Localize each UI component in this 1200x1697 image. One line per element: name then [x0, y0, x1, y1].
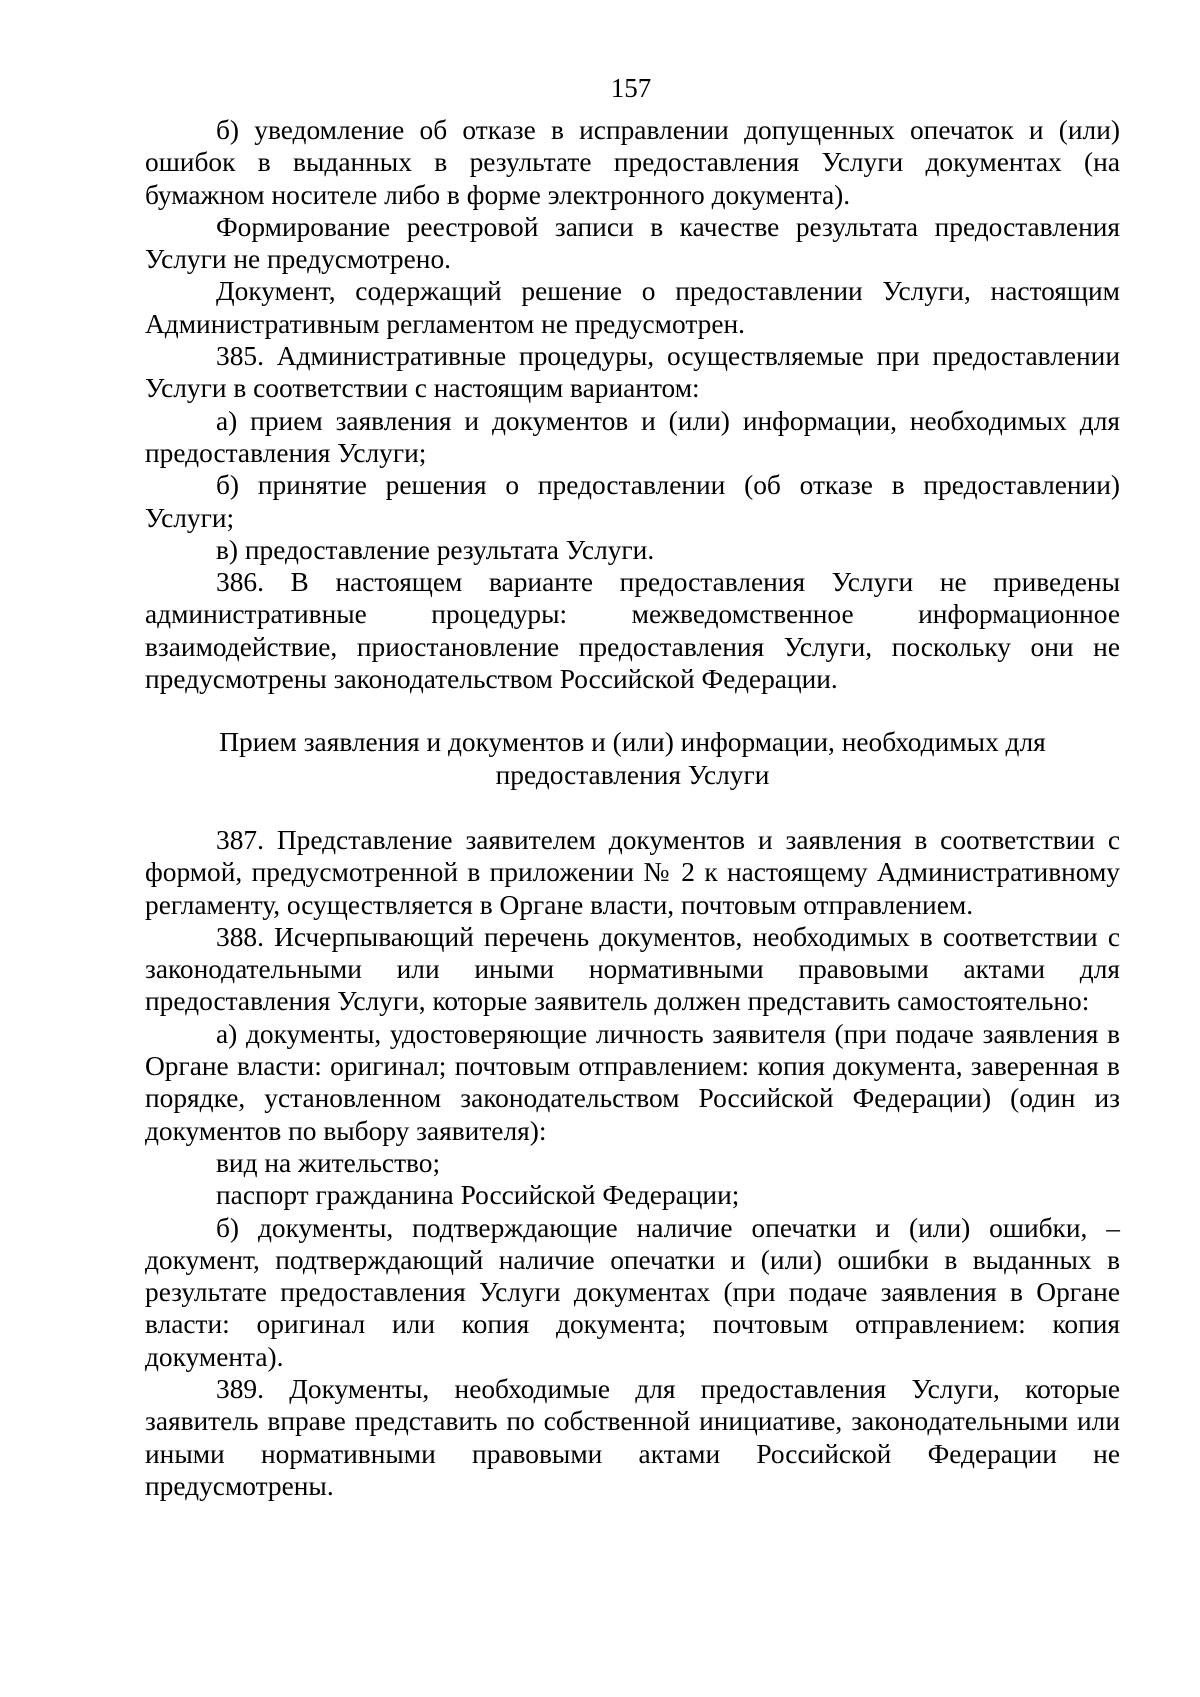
document-body [145, 114, 1120, 1502]
paragraph-385: 385. Административные процедуры, осуществляемые при предоставлении Услуги в соответствии с настоящим вариантом: [145, 341, 1120, 404]
paragraph-result-notice: б) уведомление об отказе в исправлении допущенных опечаток и (или) ошибок в выданных в результате предоставления Услуги документах (на бумажном носителе либо в форме электронного документа). [145, 115, 1120, 210]
paragraph-388-b: б) документы, подтверждающие наличие опечатки и (или) ошибки, – документ, подтверждающий наличие опечатки и (или) ошибки в выданных в результате предоставления Услуги документах (при подаче заявления в Органе власти: оригинал или копия документа; почтовым отправлением: копия документа). [145, 1212, 1120, 1372]
page-number: 157 [610, 73, 652, 103]
section-heading: Прием заявления и документов и (или) информации, необходимых для предоставления Услуги [219, 727, 1046, 790]
paragraph-386: 386. В настоящем варианте предоставления Услуги не приведены административные процедуры: межведомственное информационное взаимодействие, приостановление предоставления Услуги, поскольку они не предусмотрены законодательством Российской Федерации. [145, 567, 1120, 695]
paragraph-389: 389. Документы, необходимые для предоставления Услуги, которые заявитель вправе представить по собственной инициативе, законодательными или иными нормативными правовыми актами Российской Федерации не предусмотрены. [145, 1373, 1120, 1501]
paragraph-385-b: б) принятие решения о предоставлении (об отказе в предоставлении) Услуги; [145, 470, 1120, 533]
paragraph-registry-record: Формирование реестровой записи в качестве результата предоставления Услуги не предусмотрено. [145, 211, 1120, 275]
paragraph-385-v: в) предоставление результата Услуги. [216, 534, 655, 565]
paragraph-passport: паспорт гражданина Российской Федерации; [216, 1180, 740, 1211]
paragraph-387: 387. Представление заявителем документов и заявления в соответствии с формой, предусмотренной в приложении № 2 к настоящему Административному регламенту, осуществляется в Органе власти, почтовым отправлением. [145, 824, 1120, 920]
paragraph-385-a: а) прием заявления и документов и (или) информации, необходимых для предоставления Услуги; [145, 405, 1120, 468]
paragraph-388: 388. Исчерпывающий перечень документов, необходимых в соответствии с законодательными или иными нормативными правовыми актами для предоставления Услуги, которые заявитель должен представить самостоятельно: [145, 921, 1120, 1017]
paragraph-residence-permit: вид на жительство; [216, 1147, 441, 1178]
paragraph-decision-document: Документ, содержащий решение о предоставлении Услуги, настоящим Административным регламентом не предусмотрен. [145, 276, 1120, 339]
paragraph-388-a: а) документы, удостоверяющие личность заявителя (при подаче заявления в Органе власти: оригинал; почтовым отправлением: копия документа, заверенная в порядке, установленном законодательством Российской Федерации) (один из документов по выбору заявителя): [145, 1018, 1120, 1146]
